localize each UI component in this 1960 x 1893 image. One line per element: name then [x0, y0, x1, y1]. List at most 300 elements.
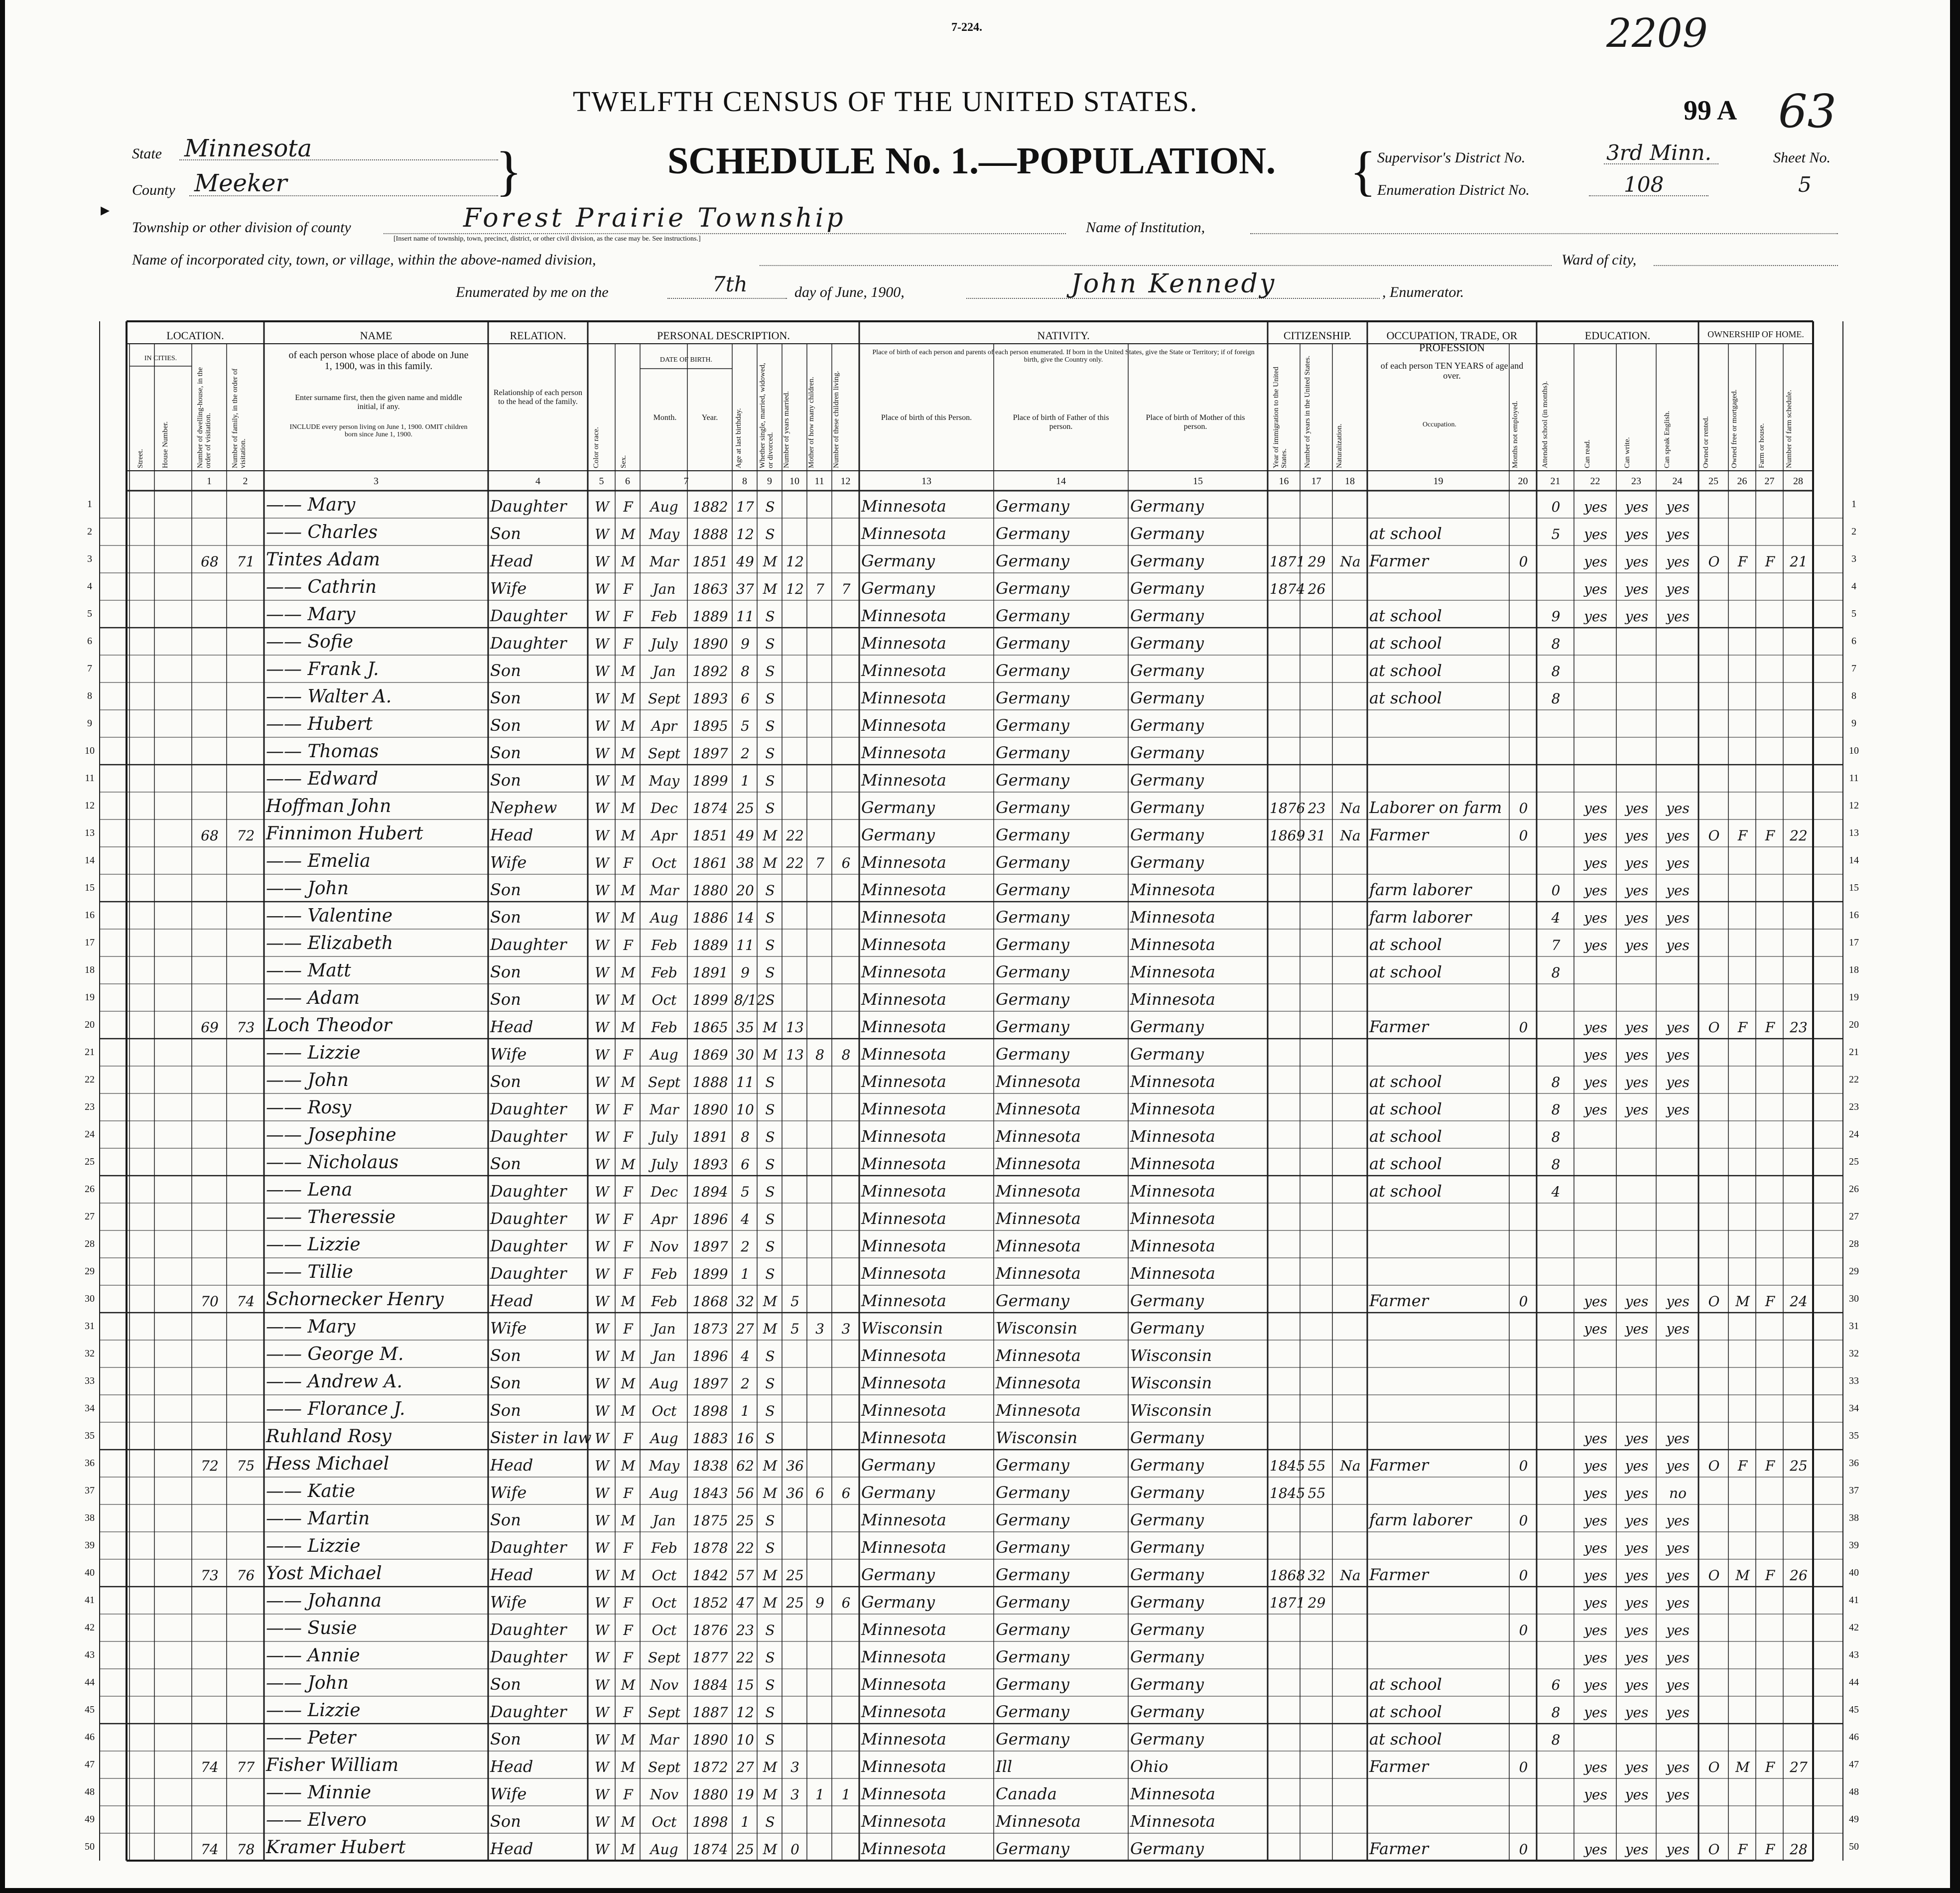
cell-bp: Germany [861, 1565, 935, 1584]
schedule-title: SCHEDULE No. 1.—POPULATION. [667, 140, 1276, 182]
cell-sex: M [621, 526, 636, 542]
cell-bp: Germany [861, 551, 935, 570]
cell-sex: F [623, 1266, 633, 1282]
cell-color: W [595, 1019, 609, 1036]
cell-sex: M [621, 1814, 636, 1830]
cell-occ: Farmer [1369, 1291, 1429, 1310]
cell-age: 6 [741, 690, 750, 707]
cell-name: —— Cathrin [266, 577, 377, 597]
cell-occ: at school [1369, 1099, 1442, 1118]
attended-school-header: Attended school (in months). [1541, 381, 1549, 468]
cell-bf: Germany [996, 606, 1069, 625]
cell-mar: M [763, 581, 778, 597]
cell-mne: 0 [1519, 1512, 1528, 1529]
cell-month: Aug [650, 910, 678, 926]
cell-color: W [595, 937, 609, 953]
row-number-right: 23 [1849, 1101, 1859, 1112]
cell-mne: 0 [1519, 553, 1528, 570]
children-living-header: Number of these children living. [832, 371, 840, 468]
cell-en: yes [1666, 855, 1690, 871]
row-number-right: 31 [1849, 1321, 1859, 1332]
cell-occ: farm laborer [1369, 908, 1472, 927]
cell-occ: Farmer [1369, 1017, 1429, 1036]
cell-sch: 0 [1551, 499, 1561, 515]
cell-year: 1872 [692, 1759, 728, 1775]
cell-color: W [595, 800, 609, 816]
row-number-left: 6 [87, 636, 92, 647]
row-number-right: 37 [1849, 1485, 1859, 1496]
cell-mc: 7 [815, 581, 824, 597]
cell-mar: S [765, 910, 775, 926]
cell-name: Kramer Hubert [266, 1837, 406, 1858]
row-number-left: 49 [85, 1814, 95, 1825]
cell-bf: Germany [996, 1510, 1069, 1529]
row-number-right: 33 [1849, 1375, 1859, 1386]
cell-sex: M [621, 690, 636, 707]
cell-sex: M [621, 718, 636, 734]
cell-bf: Germany [996, 1456, 1069, 1475]
cell-bm: Germany [1130, 743, 1204, 762]
cell-sched: 22 [1790, 827, 1808, 844]
column-number: 4 [535, 476, 540, 487]
cell-bm: Minnesota [1130, 1812, 1215, 1831]
cell-ym: 22 [786, 827, 804, 844]
cell-mar: S [765, 499, 775, 515]
cell-mar: S [765, 663, 775, 679]
cell-occ: Farmer [1369, 1839, 1429, 1858]
cell-bm: Ohio [1130, 1757, 1169, 1776]
cell-age: 23 [736, 1622, 754, 1638]
group-location: LOCATION. [166, 329, 224, 342]
cell-cl: 1 [841, 1786, 851, 1803]
row-number-right: 46 [1849, 1732, 1859, 1743]
cell-year: 1843 [692, 1485, 728, 1501]
cell-year: 1878 [692, 1540, 728, 1556]
cell-year: 1893 [692, 690, 728, 707]
birth-mother-header: Place of birth of Mother of this person. [1146, 413, 1245, 431]
cell-dw: 72 [201, 1458, 219, 1474]
cell-bf: Minnesota [996, 1346, 1081, 1365]
cell-color: W [595, 1101, 609, 1118]
cell-bp: Germany [861, 579, 935, 598]
cell-rel: Son [490, 1154, 521, 1173]
cell-wr: yes [1625, 855, 1649, 871]
row-number-left: 32 [85, 1348, 95, 1359]
cell-age: 20 [736, 882, 754, 899]
cell-mc: 6 [815, 1485, 824, 1501]
column-number: 22 [1590, 476, 1600, 487]
cell-rel: Daughter [490, 1702, 567, 1721]
cell-en: yes [1666, 1019, 1690, 1036]
birth-father-header: Place of birth of Father of this person. [1013, 413, 1109, 431]
cell-mar: S [765, 992, 775, 1008]
cell-occ: Farmer [1369, 1757, 1429, 1776]
cell-mar: M [763, 1458, 778, 1474]
column-number: 3 [374, 476, 379, 487]
cell-en: yes [1666, 1595, 1690, 1611]
row-number-left: 10 [85, 745, 95, 756]
township-value: Forest Prairie Township [463, 203, 846, 233]
cell-year: 1896 [692, 1348, 728, 1364]
row-number-right: 9 [1851, 718, 1856, 729]
cell-color: W [595, 1595, 609, 1611]
cell-mc: 1 [815, 1786, 824, 1803]
cell-bp: Minnesota [861, 1346, 946, 1365]
name-desc: of each person whose place of abode on June 1, 1900, was in this family. [288, 350, 469, 372]
sex-header: Sex. [620, 455, 628, 468]
cell-bf: Germany [996, 825, 1069, 844]
cell-name: —— Lizzie [266, 1234, 361, 1255]
cell-bp: Germany [861, 798, 935, 817]
cell-sex: F [623, 581, 633, 597]
cell-color: W [595, 1649, 609, 1666]
row-number-left: 44 [85, 1677, 95, 1688]
row-number-right: 4 [1851, 581, 1856, 592]
cell-occ: at school [1369, 1702, 1442, 1721]
cell-wr: yes [1625, 1759, 1649, 1775]
cell-age: 17 [736, 499, 754, 515]
cell-en: yes [1666, 800, 1690, 816]
cell-sch: 8 [1551, 1156, 1561, 1173]
cell-bm: Germany [1130, 853, 1204, 872]
cell-mar: S [765, 1704, 775, 1721]
cell-mar: S [765, 608, 775, 625]
cell-free: F [1737, 1458, 1748, 1474]
cell-sex: M [621, 1348, 636, 1364]
cell-rd: yes [1584, 1595, 1607, 1611]
column-number: 10 [789, 476, 799, 487]
cell-year: 1888 [692, 1074, 728, 1090]
cell-wr: yes [1625, 1512, 1649, 1529]
row-number-left: 47 [85, 1759, 95, 1770]
row-number-right: 13 [1849, 827, 1859, 838]
cell-rel: Son [490, 1072, 521, 1091]
cell-bm: Minnesota [1130, 935, 1215, 954]
cell-rd: yes [1584, 1786, 1607, 1803]
cell-sex: F [623, 608, 633, 625]
cell-bf: Germany [996, 1045, 1069, 1064]
cell-bp: Minnesota [861, 634, 946, 653]
cell-bf: Germany [996, 1017, 1069, 1036]
cell-farm: F [1765, 1293, 1775, 1310]
cell-month: Mar [650, 553, 679, 570]
cell-mne: 0 [1519, 800, 1528, 816]
cell-sex: M [621, 1732, 636, 1748]
cell-name: —— Valentine [266, 906, 393, 926]
row-number-left: 50 [85, 1841, 95, 1852]
cell-bm: Germany [1130, 1456, 1204, 1475]
cell-mar: S [765, 964, 775, 981]
cell-bf: Minnesota [996, 1182, 1081, 1201]
cell-bp: Minnesota [861, 524, 946, 543]
cell-farm: F [1765, 1019, 1775, 1036]
cell-bf: Germany [996, 880, 1069, 899]
cell-sex: F [623, 499, 633, 515]
cell-age: 4 [741, 1348, 750, 1364]
cell-rel: Head [490, 1017, 533, 1036]
cell-rd: yes [1584, 1677, 1607, 1693]
cell-age: 25 [736, 1512, 754, 1529]
cell-sch: 8 [1551, 1074, 1561, 1090]
cell-bf: Germany [996, 1565, 1069, 1584]
cell-en: yes [1666, 581, 1690, 597]
cell-age: 27 [736, 1759, 754, 1775]
cell-rd: yes [1584, 1458, 1607, 1474]
cell-year: 1865 [692, 1019, 728, 1036]
township-label: Township or other division of county [132, 219, 351, 236]
cell-rel: Head [490, 1291, 533, 1310]
cell-year: 1863 [692, 581, 728, 597]
cell-rel: Daughter [490, 1264, 567, 1283]
cell-wr: yes [1625, 1841, 1649, 1858]
row-number-left: 17 [85, 937, 95, 948]
cell-mne: 0 [1519, 1759, 1528, 1775]
cell-bp: Minnesota [861, 1510, 946, 1529]
cell-color: W [595, 1156, 609, 1173]
can-write-header: Can write. [1623, 437, 1631, 468]
cell-bm: Germany [1130, 661, 1204, 680]
cell-rel: Wife [490, 579, 527, 598]
cell-rd: yes [1584, 1759, 1607, 1775]
cell-sex: M [621, 1156, 636, 1173]
cell-en: yes [1666, 1622, 1690, 1638]
cell-age: 16 [736, 1430, 754, 1447]
cell-yi: 1876 [1270, 800, 1306, 816]
cell-en: yes [1666, 1074, 1690, 1090]
cell-mar: S [765, 1814, 775, 1830]
column-number: 18 [1345, 476, 1355, 487]
cell-year: 1889 [692, 608, 728, 625]
cell-yus: 31 [1307, 827, 1326, 844]
cell-bf: Germany [996, 798, 1069, 817]
cell-mar: S [765, 636, 775, 652]
cell-name: —— Sofie [266, 632, 354, 652]
can-speak-header: Can speak English. [1663, 410, 1671, 468]
cell-mar: S [765, 1101, 775, 1118]
cell-age: 30 [736, 1047, 754, 1063]
cell-fam: 74 [237, 1293, 255, 1310]
month-header: Month. [653, 413, 677, 422]
cell-sex: M [621, 1019, 636, 1036]
cell-rel: Head [490, 1757, 533, 1776]
cell-rel: Son [490, 880, 521, 899]
cell-year: 1890 [692, 1732, 728, 1748]
row-number-left: 23 [85, 1101, 95, 1112]
row-number-left: 36 [85, 1458, 95, 1469]
cell-wr: yes [1625, 1677, 1649, 1693]
cell-cl: 6 [841, 1595, 851, 1611]
cell-year: 1882 [692, 499, 728, 515]
cell-mar: M [763, 553, 778, 570]
cell-color: W [595, 1622, 609, 1638]
cell-yus: 32 [1307, 1567, 1326, 1584]
row-number-right: 42 [1849, 1622, 1859, 1633]
cell-cl: 6 [841, 855, 851, 871]
cell-sch: 4 [1551, 1184, 1561, 1200]
cell-sex: M [621, 1512, 636, 1529]
cell-mne: 0 [1519, 1622, 1528, 1638]
row-number-left: 26 [85, 1184, 95, 1195]
cell-dw: 70 [201, 1293, 219, 1310]
group-citizenship: CITIZENSHIP. [1283, 329, 1352, 342]
row-number-left: 7 [87, 663, 92, 674]
cell-ym: 0 [790, 1841, 799, 1858]
cell-month: July [651, 636, 678, 652]
cell-rel: Son [490, 962, 521, 981]
cell-bm: Germany [1130, 1593, 1204, 1612]
cell-color: W [595, 1293, 609, 1310]
column-number: 17 [1311, 476, 1321, 487]
cell-age: 2 [741, 745, 750, 762]
cell-rel: Daughter [490, 1538, 567, 1557]
cell-color: W [595, 1677, 609, 1693]
row-number-right: 1 [1851, 499, 1856, 510]
cell-rd: yes [1584, 1567, 1607, 1584]
cell-yus: 26 [1307, 581, 1326, 597]
cell-bm: Germany [1130, 1675, 1204, 1694]
cell-bf: Germany [996, 1839, 1069, 1858]
column-number: 11 [814, 476, 824, 487]
cell-bm: Minnesota [1130, 1236, 1215, 1255]
cell-rel: Son [490, 524, 521, 543]
cell-sex: M [621, 882, 636, 899]
cell-mar: M [763, 1485, 778, 1501]
cell-rd: yes [1584, 855, 1607, 871]
cell-bm: Germany [1130, 606, 1204, 625]
cell-bm: Germany [1130, 1538, 1204, 1557]
cell-color: W [595, 773, 609, 789]
column-number: 21 [1550, 476, 1561, 487]
row-number-left: 30 [85, 1293, 95, 1304]
cell-en: yes [1666, 608, 1690, 625]
farm-house-header: Farm or house. [1758, 423, 1766, 468]
cell-age: 56 [736, 1485, 754, 1501]
row-number-left: 37 [85, 1485, 95, 1496]
cell-occ: at school [1369, 1072, 1442, 1091]
cell-wr: yes [1625, 553, 1649, 570]
cell-rd: yes [1584, 1321, 1607, 1337]
cell-bm: Germany [1130, 579, 1204, 598]
cell-occ: Laborer on farm [1369, 798, 1502, 817]
cell-name: Ruhland Rosy [266, 1426, 392, 1447]
cell-rd: yes [1584, 882, 1607, 899]
row-number-right: 50 [1849, 1841, 1859, 1852]
cell-en: yes [1666, 1458, 1690, 1474]
enumerator-label: , Enumerator. [1382, 284, 1464, 300]
cell-wr: yes [1625, 1786, 1649, 1803]
cell-wr: yes [1625, 827, 1649, 844]
cell-bp: Minnesota [861, 962, 946, 981]
cell-occ: farm laborer [1369, 1510, 1472, 1529]
cell-sch: 8 [1551, 663, 1561, 679]
cell-rel: Son [490, 1730, 521, 1749]
row-number-right: 2 [1851, 526, 1856, 537]
cell-mar: M [763, 1595, 778, 1611]
cell-dw: 73 [201, 1567, 219, 1584]
cell-mne: 0 [1519, 1841, 1528, 1858]
cell-year: 1889 [692, 937, 728, 953]
cell-age: 1 [741, 1814, 750, 1830]
row-number-right: 17 [1849, 937, 1859, 948]
cell-sex: F [623, 1485, 633, 1501]
cell-month: Mar [650, 1732, 679, 1748]
column-number: 24 [1672, 476, 1683, 487]
cell-bp: Minnesota [861, 1264, 946, 1283]
cell-rd: yes [1584, 937, 1607, 953]
cell-rel: Head [490, 1839, 533, 1858]
cell-month: Sept [648, 745, 680, 762]
column-number: 13 [921, 476, 931, 487]
cell-month: Sept [648, 1704, 680, 1721]
cell-sched: 21 [1790, 553, 1808, 570]
cell-color: W [595, 855, 609, 871]
group-name: NAME [360, 329, 392, 342]
cell-age: 37 [736, 581, 754, 597]
cell-bf: Minnesota [996, 1264, 1081, 1283]
cell-bp: Minnesota [861, 1291, 946, 1310]
mother-of-header: Mother of how many children. [807, 377, 815, 468]
cell-mar: M [763, 855, 778, 871]
nativity-desc: Place of birth of each person and parents of each person enumerated. If born in the United States, give the State or Territory; if of foreign birth, give the Country only. [872, 349, 1255, 364]
cell-name: —— Rosy [266, 1097, 352, 1118]
cell-bf: Germany [996, 1538, 1069, 1557]
row-number-right: 8 [1851, 690, 1856, 701]
cell-rel: Son [490, 1401, 521, 1420]
cell-own: O [1708, 1759, 1720, 1775]
cell-name: Hess Michael [266, 1454, 390, 1474]
cell-wr: yes [1625, 800, 1649, 816]
enumerated-middle: day of June, 1900, [794, 284, 905, 300]
cell-rel: Wife [490, 1319, 527, 1338]
owned-rented-header: Owned or rented. [1702, 416, 1710, 468]
cell-age: 49 [736, 553, 754, 570]
cell-name: —— Lena [266, 1180, 353, 1200]
cell-sex: M [621, 1074, 636, 1090]
cell-yus: 55 [1307, 1458, 1326, 1474]
years-in-us-header: Number of years in the United States. [1304, 355, 1311, 468]
row-number-left: 19 [85, 992, 95, 1003]
can-read-header: Can read. [1583, 439, 1591, 468]
cell-month: Aug [650, 499, 678, 515]
row-number-right: 11 [1849, 773, 1859, 784]
cell-bf: Germany [996, 688, 1069, 707]
row-number-left: 4 [87, 581, 92, 592]
name-include: INCLUDE every person living on June 1, 1900. OMIT children born since June 1, 1900. [289, 423, 468, 439]
cell-occ: Farmer [1369, 1565, 1429, 1584]
cell-age: 32 [736, 1293, 754, 1310]
cell-bp: Minnesota [861, 497, 946, 516]
cell-fam: 76 [237, 1567, 255, 1584]
cell-month: Aug [650, 1841, 678, 1858]
cell-age: 12 [736, 526, 754, 542]
cell-dw: 74 [201, 1759, 219, 1775]
cell-en: yes [1666, 937, 1690, 953]
cell-en: no [1669, 1485, 1687, 1501]
row-number-right: 30 [1849, 1293, 1859, 1304]
cell-age: 11 [736, 937, 754, 953]
cell-sch: 8 [1551, 1732, 1561, 1748]
cell-color: W [595, 608, 609, 625]
cell-name: —— George M. [266, 1344, 404, 1364]
cell-bf: Germany [996, 551, 1069, 570]
cell-bp: Wisconsin [861, 1319, 943, 1338]
cell-bm: Germany [1130, 716, 1204, 735]
column-number: 2 [243, 476, 248, 487]
cell-bm: Minnesota [1130, 990, 1215, 1009]
cell-age: 2 [741, 1238, 750, 1255]
cell-bp: Minnesota [861, 1839, 946, 1858]
cell-bf: Germany [996, 771, 1069, 790]
